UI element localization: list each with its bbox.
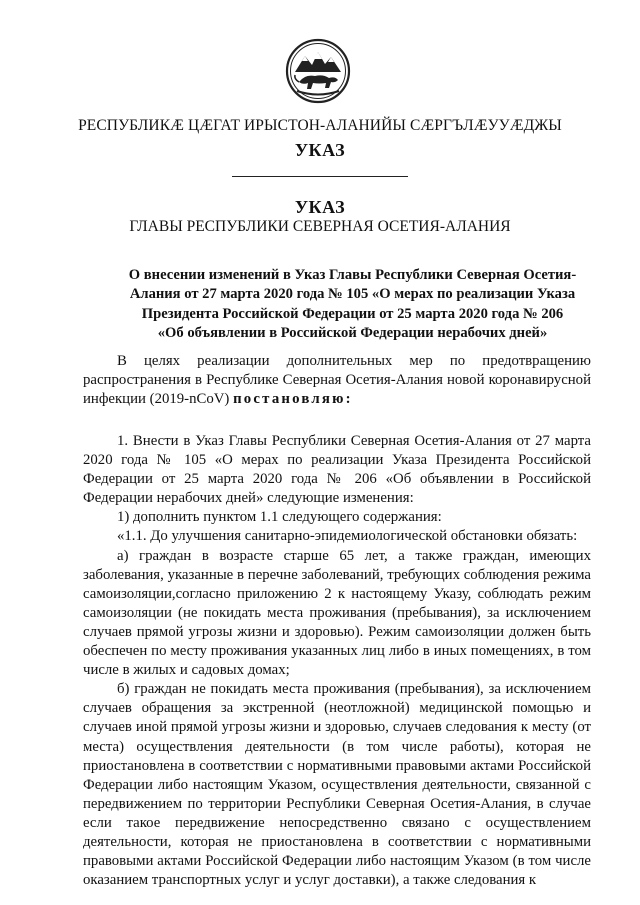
republic-emblem-icon [285, 38, 351, 104]
body-paragraph: а) граждан в возрасте старше 65 лет, а также граждан, имеющих заболевания, указанные в перечне заболеваний, требующих соблюдения режима самоизоляции,согласно приложению 2 к настоящему Указу, соблюдать режим самоизоляции (не покидать места проживания (пребывания), за исключением случаев прямой угрозы жизни и здоровью). Режим самоизоляции должен быть обеспечен по месту проживания указанных лиц либо в иных помещениях, в том числе в жилых и садовых домах; [83, 547, 591, 679]
subject-line: О внесении изменений в Указ Главы Республики Северная Осетия- [128, 267, 577, 283]
decree-word: постановляю: [233, 391, 353, 408]
subject-line: «Об объявлении в Российской Федерации нерабочих дней» [157, 324, 548, 341]
body-paragraph: 1) дополнить пунктом 1.1 следующего содержания: [117, 509, 442, 526]
decree-label-russian: УКАЗ [294, 197, 346, 217]
subject-line: Алания от 27 марта 2020 года № 105 «О мерах по реализации Указа [129, 286, 576, 303]
preamble-text: В целях реализации дополнительных мер по предотвращению распространения в Республике Северная Осетия-Алания новой коронавирусной инфекции (2019-nCoV) [83, 353, 591, 408]
header-divider [232, 176, 408, 177]
subject-line: Президента Российской Федерации от 25 марта 2020 года № 206 [141, 305, 564, 322]
body-paragraph: «1.1. До улучшения санитарно-эпидемиологической обстановки обязать: [117, 528, 578, 545]
body-paragraph: б) граждан не покидать места проживания (пребывания), за исключением случаев обращения за экстренной (неотложной) медицинской помощью и случаев иной прямой угрозы жизни и здоровью, случаев следования к месту (от места) осуществления деятельности (в том числе работы), которая не приостановлена в соответствии с нормативными правовыми актами Российской Федерации либо настоящим Указом, осуществления деятельности, связанной с передвижением по территории Республики Северная Осетия-Алания, в случае если такое передвижение непосредственно связано с осуществлением деятельности, которая не приостановлена в соответствии с нормативными правовыми актами Российской Федерации либо настоящим Указом (в том числе оказанием транспортных услуг и услуг доставки), а также следования к [83, 681, 591, 889]
preamble-paragraph [83, 352, 591, 409]
body-paragraph: 1. Внести в Указ Главы Республики Северная Осетия-Алания от 27 марта 2020 года № 105 «О мерах по реализации Указа Президента Российской Федерации от 25 марта 2020 года № 206 «Об объявлении в Российской Федерации нерабочих дней» следующие изменения: [83, 433, 591, 507]
decree-subject [100, 266, 605, 343]
decree-body [83, 432, 591, 890]
preamble [83, 352, 591, 409]
decree-label-ossetian: УКАЗ [294, 140, 346, 160]
head-of-republic-title: ГЛАВЫ РЕСПУБЛИКИ СЕВЕРНАЯ ОСЕТИЯ-АЛАНИЯ [129, 218, 511, 235]
ossetian-header-title: РЕСПУБЛИКӔ ЦӔГАТ ИРЫСТОН-АЛАНИЙЫ СӔРГЪЛӔУУӔДЖЫ [78, 117, 562, 134]
